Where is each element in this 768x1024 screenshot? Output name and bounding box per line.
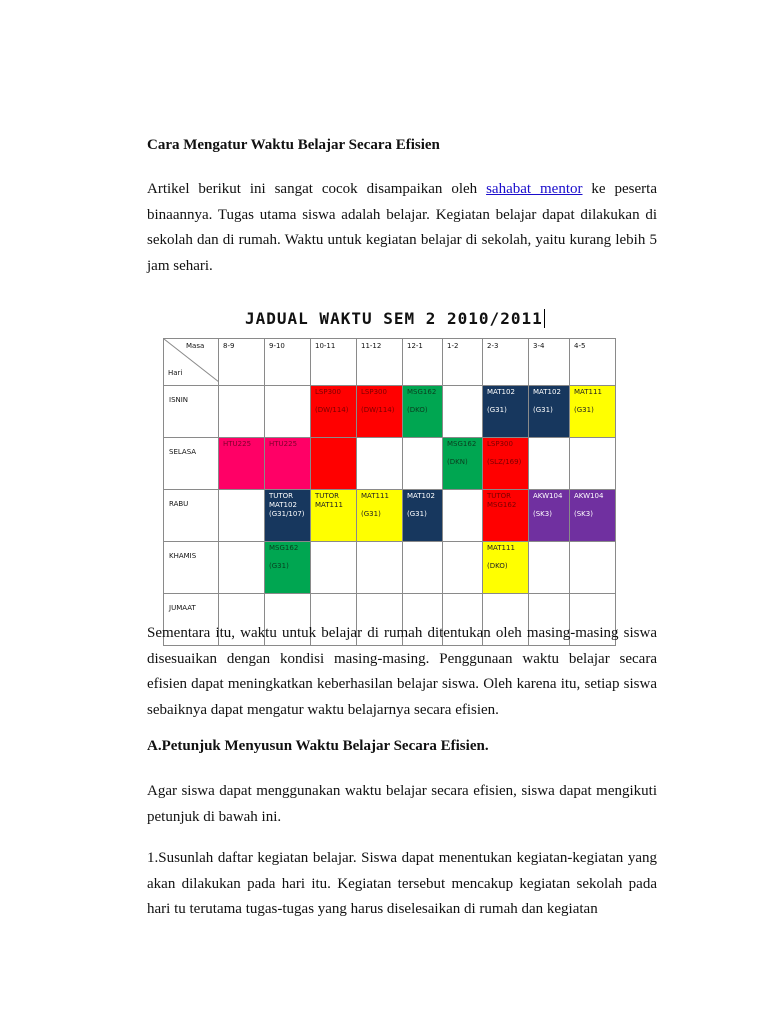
slot-course-code: MAT102	[407, 492, 435, 500]
slot-course-code: LSP300	[487, 440, 513, 448]
intro-text-before: Artikel berikut ini sangat cocok disampaikan oleh	[147, 181, 487, 197]
slot-room: (DKN)	[447, 458, 468, 467]
slot-room: (SK3)	[533, 510, 552, 519]
paragraph-3: Agar siswa dapat menggunakan waktu belajar secara efisien, siswa dapat mengikuti petunjuk di bawah ini.	[147, 783, 657, 825]
class-slot-cell	[483, 542, 529, 594]
slot-course-code: MSG162	[269, 544, 299, 552]
corner-label-hari: Hari	[168, 369, 183, 377]
class-slot-cell	[357, 386, 403, 438]
slot-room: (SK3)	[574, 510, 593, 519]
day-name-cell: ISNIN	[164, 386, 219, 438]
time-header-cell: 3-4	[529, 339, 570, 386]
class-slot-cell	[265, 542, 311, 594]
slot-room: (SLZ/169)	[487, 458, 522, 467]
day-name-cell: SELASA	[164, 438, 219, 490]
day-name-cell: RABU	[164, 490, 219, 542]
slot-course-code: HTU225	[223, 440, 252, 448]
slot-course-code: MSG162	[447, 440, 477, 448]
class-slot-cell	[529, 386, 570, 438]
intro-text-after: ke peserta binaannya. Tugas utama siswa adalah belajar. Kegiatan belajar dapat dilakukan di sekolah dan di rumah. Waktu untuk kegiatan belajar di sekolah, yaitu kurang lebih 5 jam sehari.	[147, 181, 657, 275]
timetable-header-row	[164, 339, 616, 386]
corner-label-masa: Masa	[186, 342, 205, 350]
class-slot-cell	[311, 490, 357, 542]
time-header-cell: 2-3	[483, 339, 529, 386]
class-slot-cell	[403, 490, 443, 542]
empty-slot-cell	[219, 386, 265, 438]
slot-course-code-2: MAT111	[315, 501, 343, 510]
empty-slot-cell	[443, 386, 483, 438]
slot-room: (DW/114)	[361, 406, 395, 415]
slot-room: (DW/114)	[315, 406, 349, 415]
class-slot-cell	[570, 386, 616, 438]
empty-slot-cell	[529, 438, 570, 490]
time-header-cell: 4-5	[570, 339, 616, 386]
time-header-cell: 11-12	[357, 339, 403, 386]
slot-course-code: AKW104	[574, 492, 604, 500]
empty-slot-cell	[403, 438, 443, 490]
slot-room: (G31/107)	[269, 510, 305, 519]
slot-room: (G31)	[269, 562, 289, 571]
slot-room: (G31)	[533, 406, 553, 415]
class-slot-cell	[570, 490, 616, 542]
class-slot-cell	[483, 490, 529, 542]
timetable-title	[245, 309, 545, 328]
time-header-cell: 1-2	[443, 339, 483, 386]
timetable-row	[164, 542, 616, 594]
empty-slot-cell	[529, 542, 570, 594]
section-heading-a: A.Petunjuk Menyusun Waktu Belajar Secara Efisien.	[147, 738, 489, 754]
empty-slot-cell	[403, 542, 443, 594]
slot-course-code: MAT102	[487, 388, 515, 396]
document-title: Cara Mengatur Waktu Belajar Secara Efisien	[147, 137, 440, 153]
slot-course-code-2: MSG162	[487, 501, 517, 510]
slot-course-code: MAT111	[361, 492, 389, 500]
class-slot-cell	[357, 490, 403, 542]
timetable-row	[164, 438, 616, 490]
class-slot-cell	[219, 438, 265, 490]
time-header-cell: 8-9	[219, 339, 265, 386]
empty-slot-cell	[443, 542, 483, 594]
timetable-title-text: JADUAL WAKTU SEM 2 2010/2011	[245, 309, 543, 328]
day-name-cell: JUMAAT	[164, 594, 219, 646]
empty-slot-cell	[311, 542, 357, 594]
slot-room: (G31)	[361, 510, 381, 519]
class-slot-cell	[483, 386, 529, 438]
class-slot-cell	[265, 490, 311, 542]
empty-slot-cell	[570, 542, 616, 594]
empty-slot-cell	[570, 438, 616, 490]
class-slot-cell	[403, 386, 443, 438]
slot-course-code: MAT102	[533, 388, 561, 396]
time-header-cell: 10-11	[311, 339, 357, 386]
timetable-row	[164, 386, 616, 438]
time-header-cell: 9-10	[265, 339, 311, 386]
slot-course-code: TUTOR	[487, 492, 512, 500]
slot-course-code: MAT111	[574, 388, 602, 396]
timetable-corner-cell	[164, 339, 219, 386]
intro-paragraph	[147, 177, 657, 280]
empty-slot-cell	[357, 542, 403, 594]
timetable-row	[164, 490, 616, 542]
class-slot-cell	[265, 438, 311, 490]
class-slot-cell	[443, 438, 483, 490]
text-cursor-icon	[544, 309, 546, 328]
slot-room: (G31)	[574, 406, 594, 415]
slot-course-code: MAT111	[487, 544, 515, 552]
day-name-cell: KHAMIS	[164, 542, 219, 594]
slot-course-code: AKW104	[533, 492, 563, 500]
slot-room: (G31)	[407, 510, 427, 519]
time-header-cell: 12-1	[403, 339, 443, 386]
empty-slot-cell	[219, 542, 265, 594]
slot-room: (DKO)	[487, 562, 508, 571]
timetable	[163, 338, 616, 646]
empty-slot-cell	[357, 438, 403, 490]
class-slot-cell	[529, 490, 570, 542]
empty-slot-cell	[219, 490, 265, 542]
sahabat-mentor-link[interactable]: sahabat mentor	[486, 181, 583, 197]
class-slot-cell	[483, 438, 529, 490]
empty-slot-cell	[443, 490, 483, 542]
slot-course-code: LSP300	[315, 388, 341, 396]
slot-course-code: TUTOR	[269, 492, 294, 500]
slot-course-code: HTU225	[269, 440, 298, 448]
slot-course-code: LSP300	[361, 388, 387, 396]
slot-course-code-2: MAT102	[269, 501, 297, 510]
empty-slot-cell	[265, 386, 311, 438]
paragraph-4: 1.Susunlah daftar kegiatan belajar. Siswa dapat menentukan kegiatan-kegiatan yang akan dilakukan pada hari itu. Kegiatan tersebut mencakup kegiatan sekolah pada hari tu terutama tugas-tugas yang harus diselesaikan di rumah dan kegiatan	[147, 850, 657, 918]
slot-course-code: TUTOR	[315, 492, 340, 500]
slot-course-code: MSG162	[407, 388, 437, 396]
slot-room: (G31)	[487, 406, 507, 415]
paragraph-2: Sementara itu, waktu untuk belajar di rumah ditentukan oleh masing-masing siswa disesuaikan dengan kondisi masing-masing. Penggunaan waktu belajar secara efisien dapat meningkatkan keberhasilan belajar siswa. Oleh karena itu, setiap siswa sebaiknya dapat mengatur waktu belajarnya secara efisien.	[147, 625, 657, 719]
slot-room: (DKO)	[407, 406, 428, 415]
class-slot-cell	[311, 386, 357, 438]
class-slot-cell	[311, 438, 357, 490]
